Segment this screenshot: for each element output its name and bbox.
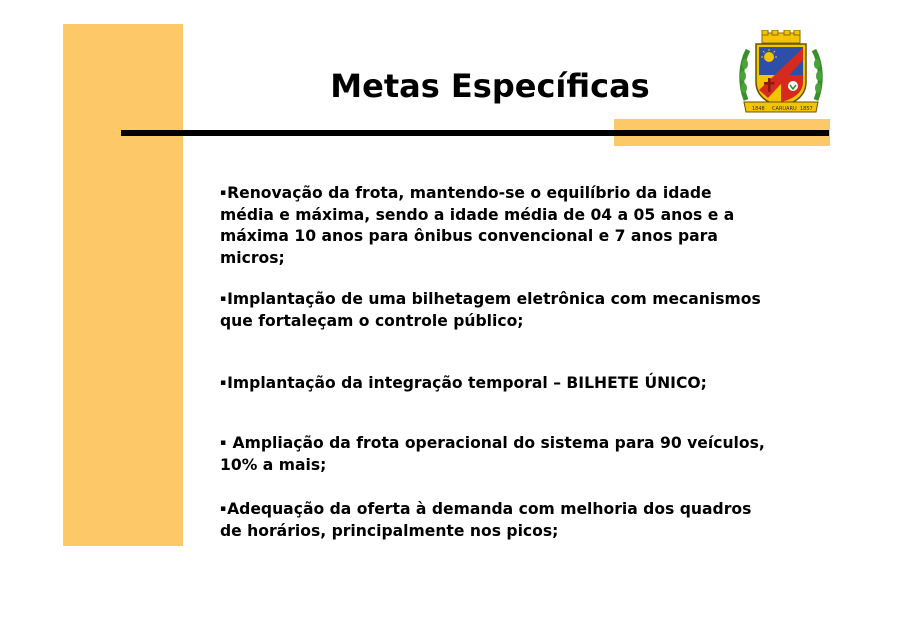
list-item: ▪Implantação da integração temporal – BILHETE ÚNICO; [220,374,707,392]
bullet-square-icon: ▪ [220,438,227,448]
city-coat-of-arms-icon [738,30,824,114]
bullet-square-icon: ▪ [220,188,227,198]
bullet-square-icon: ▪ [220,504,227,514]
list-item: ▪Renovação da frota, mantendo-se o equilíbrio da idade média e máxima, sendo a idade média de 04 a 05 anos e a máxima 10 anos para ônibus convencional e 7 anos para micros; [220,184,735,267]
crest-year-right: 1857 [800,106,813,112]
crest-city: CARUARU [772,106,797,112]
bullet-square-icon: ▪ [220,294,227,304]
list-item: ▪ Ampliação da frota operacional do sistema para 90 veículos, 10% a mais; [220,434,765,474]
left-accent-bar [63,24,183,546]
bullet-square-icon: ▪ [220,378,227,388]
slide-title: Metas Específicas [330,67,650,105]
list-item: ▪Implantação de uma bilhetagem eletrônica com mecanismos que fortaleçam o controle público; [220,290,761,330]
title-underline [121,130,829,136]
crest-year-left: 1848 [752,106,765,112]
list-item: ▪Adequação da oferta à demanda com melhoria dos quadros de horários, principalmente nos picos; [220,500,752,540]
